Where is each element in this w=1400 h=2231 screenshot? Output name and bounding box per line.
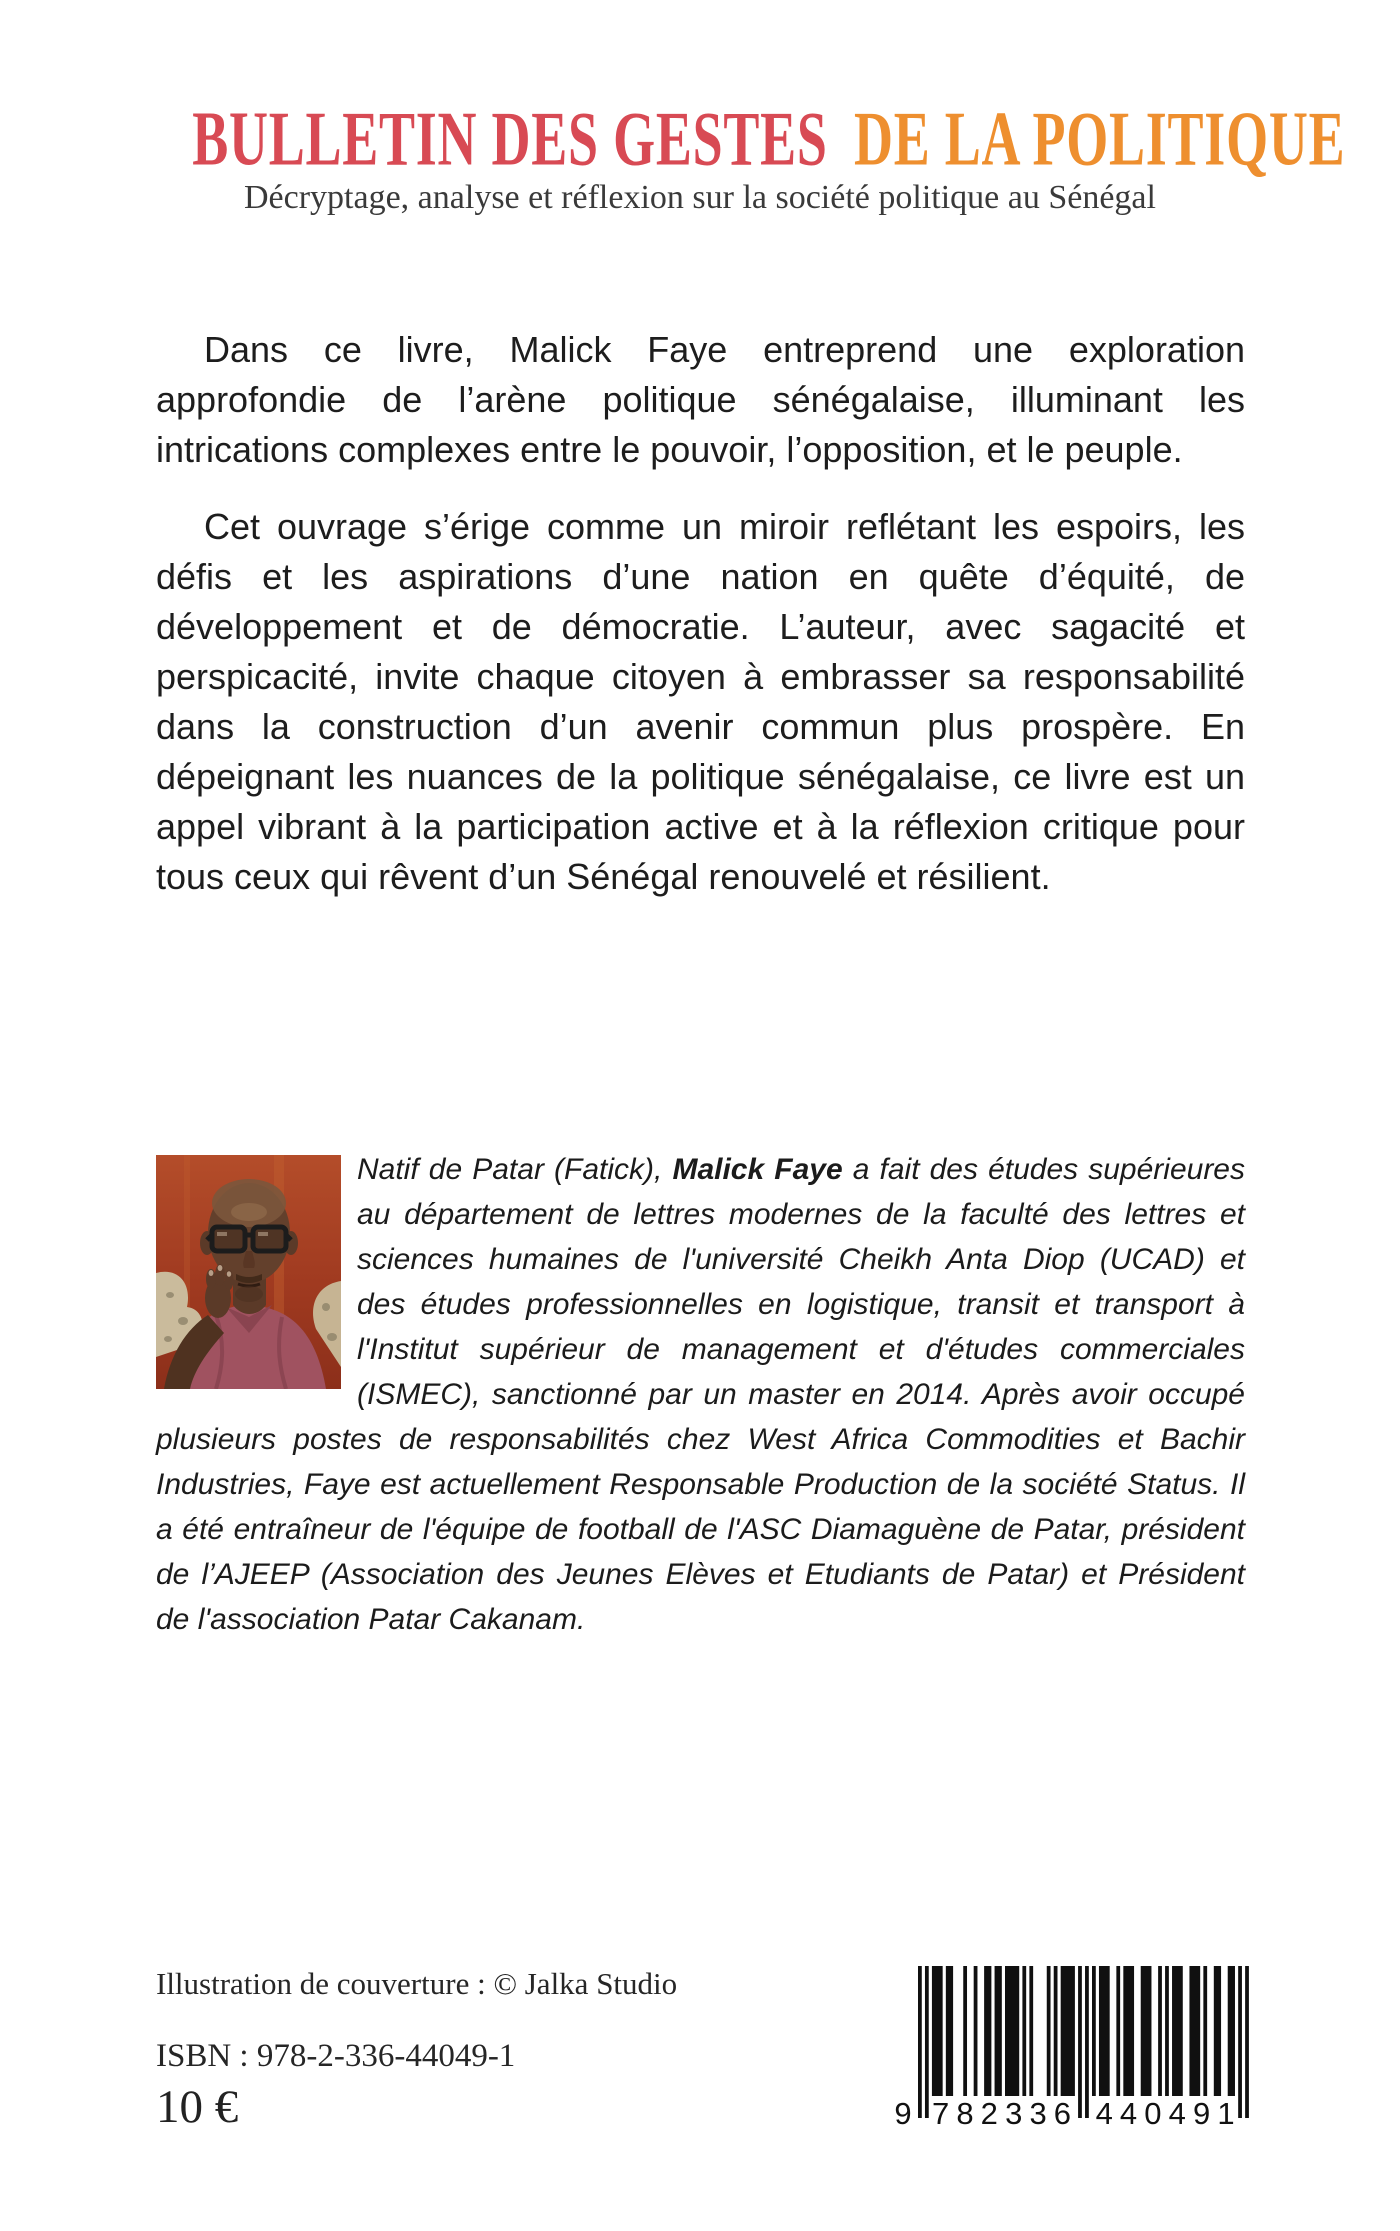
author-bio-text: [156, 1147, 1245, 1642]
book-title-inner: [192, 92, 1345, 185]
bio-text-post: a fait des études supérieures au département de lettres modernes de la faculté des lettres et sciences humaines de l'université Cheikh Anta Diop (UCAD) et des études professionnelles en logistique, transit et transport à l'Institut supérieur de management et d'études commerciales (ISMEC), sanctionné par un master en 2014. Après avoir occupé plusieurs postes de responsabilités chez West Africa Commodities et Bachir Industries, Faye est actuellement Responsable Production de la société Status. Il a été entraîneur de l'équipe de football de l'ASC Diamaguène de Patar, président de l’AJEEP (Association des Jeunes Elèves et Etudiants de Patar) et Président de l'association Patar Cakanam.: [156, 1153, 1245, 1636]
svg-text:4: 4: [1095, 2096, 1113, 2131]
svg-text:7: 7: [931, 2096, 950, 2131]
bio-text-pre: Natif de Patar (Fatick),: [357, 1153, 673, 1186]
author-name: Malick Faye: [672, 1153, 843, 1186]
svg-text:3: 3: [1029, 2096, 1047, 2131]
book-title-main: BULLETIN DES GESTES: [192, 95, 828, 182]
svg-text:1: 1: [1217, 2096, 1235, 2131]
synopsis-paragraph-2: Cet ouvrage s’érige comme un miroir reflétant les espoirs, les défis et les aspirations d’une nation en quête d’équité, de développement et de démocratie. L’auteur, avec sagacité et perspicacité, invite chaque citoyen à embrasser sa responsabilité dans la construction d’un avenir commun plus prospère. En dépeignant les nuances de la politique sénégalaise, ce livre est un appel vibrant à la participation active et à la réflexion critique pour tous ceux qui rêvent d’un Sénégal renouvelé et résilient.: [156, 506, 1245, 897]
book-subtitle: Décryptage, analyse et réflexion sur la société politique au Sénégal: [244, 179, 1156, 216]
svg-text:2: 2: [980, 2096, 998, 2131]
book-title-accent: DE LA POLITIQUE: [853, 95, 1346, 182]
svg-text:4: 4: [1119, 2096, 1138, 2131]
ean13-barcode-svg: [888, 1966, 1253, 2132]
svg-text:3: 3: [1005, 2096, 1023, 2131]
svg-text:8: 8: [956, 2096, 974, 2131]
svg-text:9: 9: [1192, 2096, 1211, 2131]
price: 10 €: [156, 2081, 239, 2133]
book-title: [0, 92, 1400, 182]
cover-illustration-credit: Illustration de couverture : © Jalka Studio: [156, 1966, 678, 2001]
author-bio: [156, 1147, 1245, 1642]
author-photo: [156, 1155, 341, 1389]
ean13-barcode: [888, 1966, 1253, 2132]
svg-text:6: 6: [1053, 2096, 1072, 2131]
svg-text:9: 9: [894, 2096, 912, 2131]
isbn-number: ISBN : 978-2-336-44049-1: [156, 2038, 516, 2074]
synopsis: [156, 325, 1245, 902]
cover-header: [0, 0, 1400, 218]
svg-text:0: 0: [1144, 2096, 1162, 2131]
synopsis-paragraph-1: Dans ce livre, Malick Faye entreprend une exploration approfondie de l’arène politique sénégalaise, illuminant les intrications complexes entre le pouvoir, l’opposition, et le peuple.: [156, 329, 1245, 470]
author-photo-illustration: [156, 1155, 341, 1389]
svg-text:4: 4: [1168, 2096, 1186, 2131]
